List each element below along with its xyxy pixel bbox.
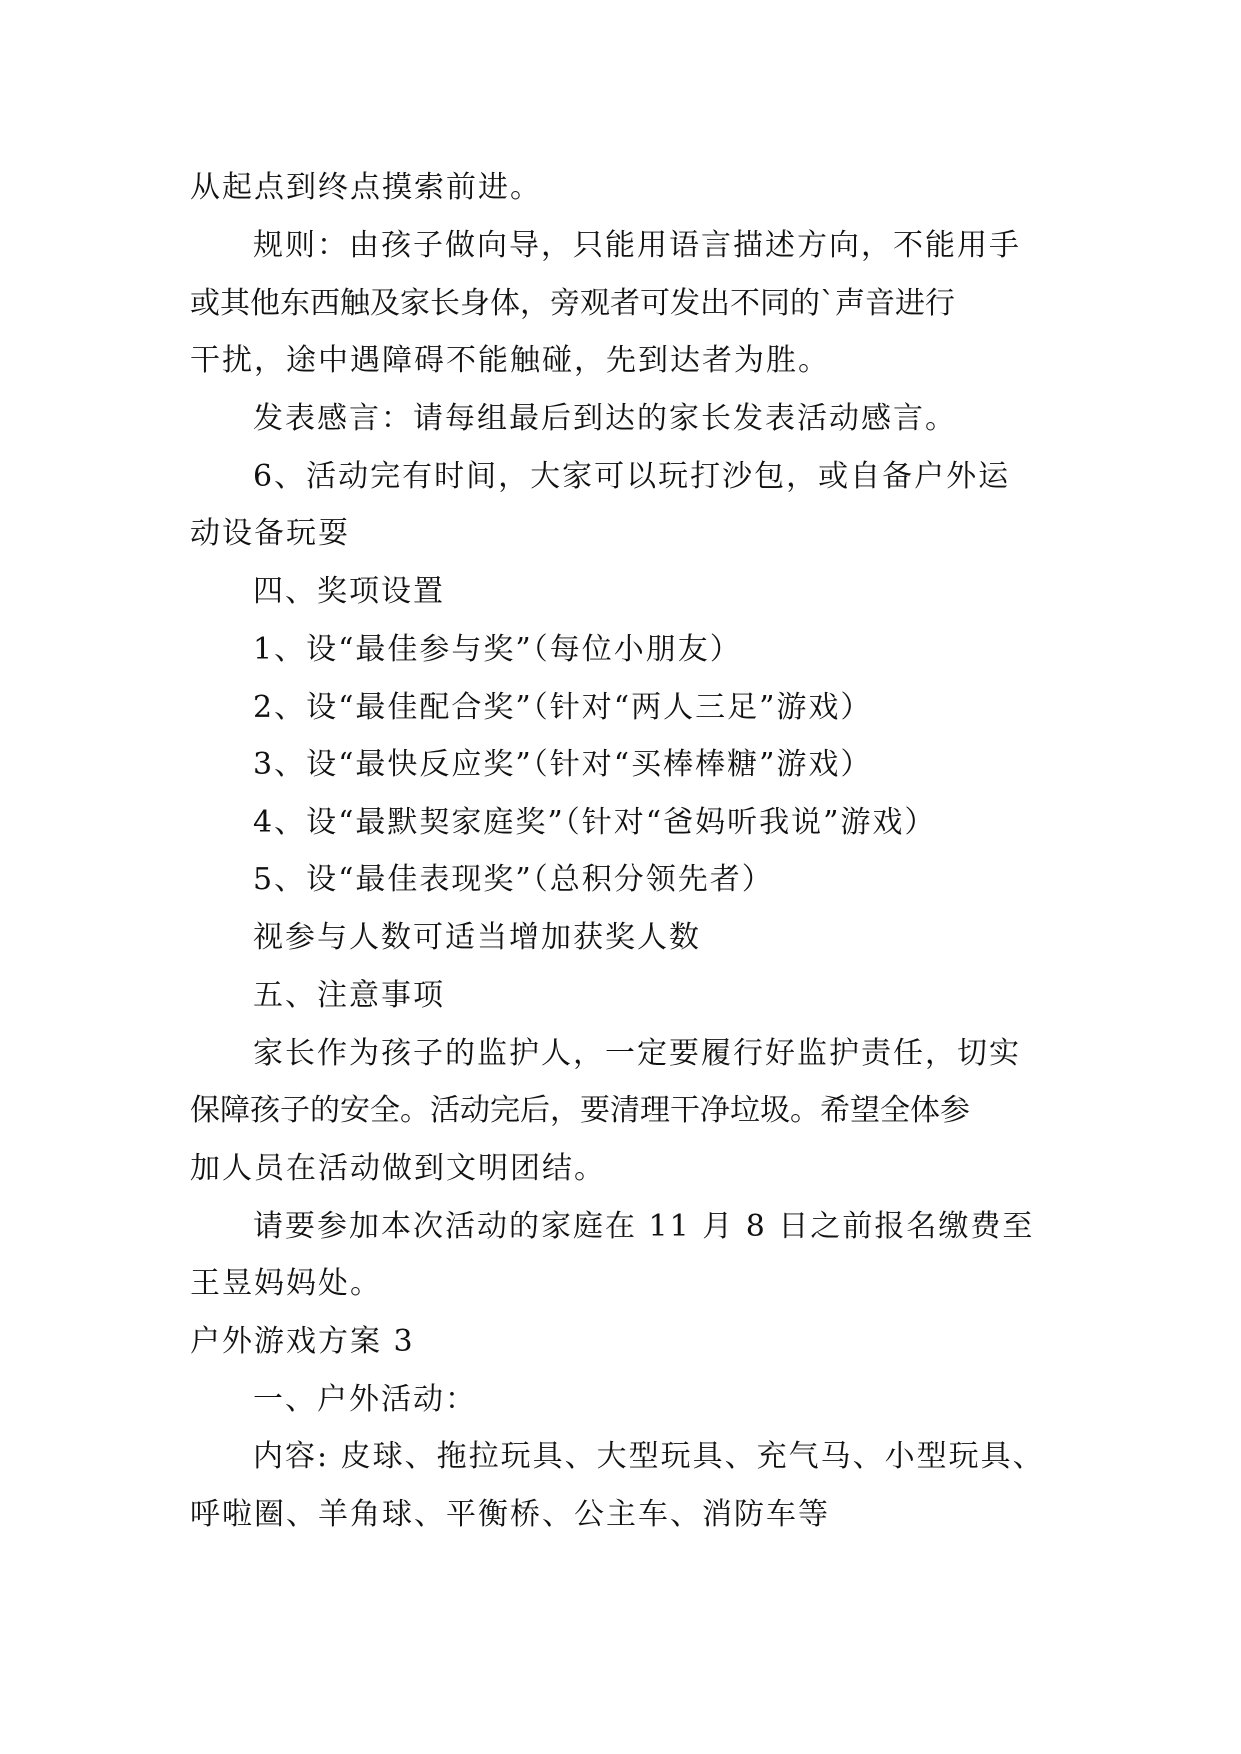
section-heading: 一、户外活动： [253,1382,477,1417]
section-heading: 五、注意事项 [253,978,445,1013]
text-line: 从起点到终点摸索前进。 [190,170,542,205]
list-item: 1、设“最佳参与奖”（每位小朋友） [253,632,742,667]
text-line: 6、活动完有时间，大家可以玩打沙包，或自备户外运 [253,459,1011,494]
section-heading: 四、奖项设置 [253,574,445,609]
text-line: 保障孩子的安全。活动完后，要清理干净垃圾。希望全体参 [190,1093,970,1128]
text-line: 或其他东西触及家长身体，旁观者可发出不同的`声音进行 [190,286,955,321]
list-item: 4、设“最默契家庭奖”（针对“爸妈听我说”游戏） [253,805,937,840]
text-line: 规则：由孩子做向导，只能用语言描述方向，不能用手 [253,228,1021,263]
text-line: 呼啦圈、羊角球、平衡桥、公主车、消防车等 [190,1497,830,1532]
text-line: 动设备玩耍 [190,516,350,551]
list-item: 5、设“最佳表现奖”（总积分领先者） [253,862,774,897]
list-item: 2、设“最佳配合奖”（针对“两人三足”游戏） [253,690,873,725]
text-line: 视参与人数可适当增加获奖人数 [253,920,701,955]
section-title: 户外游戏方案 3 [190,1324,415,1359]
text-line: 内容: 皮球、拖拉玩具、大型玩具、充气马、小型玩具、 [253,1439,1045,1474]
list-item: 3、设“最快反应奖”（针对“买棒棒糖”游戏） [253,747,873,782]
text-line: 发表感言：请每组最后到达的家长发表活动感言。 [253,401,957,436]
text-line: 请要参加本次活动的家庭在 11 月 8 日之前报名缴费至 [253,1209,1035,1244]
text-line: 干扰，途中遇障碍不能触碰，先到达者为胜。 [190,343,830,378]
text-line: 家长作为孩子的监护人，一定要履行好监护责任，切实 [253,1036,1021,1071]
text-line: 加人员在活动做到文明团结。 [190,1151,606,1186]
text-line: 王昱妈妈处。 [190,1266,382,1301]
